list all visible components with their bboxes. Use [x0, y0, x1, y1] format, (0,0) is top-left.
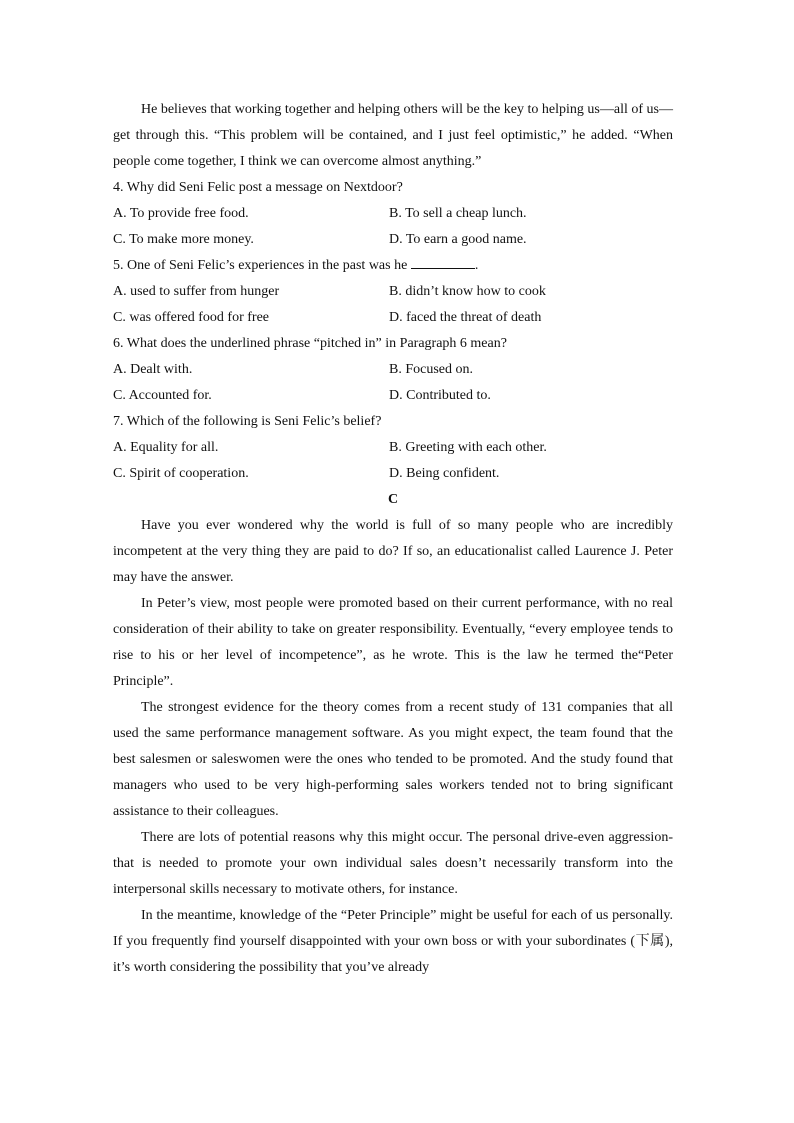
- question-6-stem: 6. What does the underlined phrase “pitched in” in Paragraph 6 mean?: [113, 336, 507, 351]
- question-5-option-b[interactable]: B. didn’t know how to cook: [389, 284, 546, 299]
- question-4-stem: 4. Why did Seni Felic post a message on Nextdoor?: [113, 180, 403, 195]
- question-7-options-row-2: [113, 461, 673, 487]
- question-5-stem-text: 5. One of Seni Felic’s experiences in the past was he: [113, 258, 411, 273]
- question-6-option-b[interactable]: B. Focused on.: [389, 362, 473, 377]
- question-5-option-d[interactable]: D. faced the threat of death: [389, 310, 542, 325]
- section-c-paragraph-3: The strongest evidence for the theory comes from a recent study of 131 companies that all used the same performance management software. As you might expect, the team found that the best salesmen or saleswomen were the ones who tended to be promoted. And the study found that managers who used to be very high-performing sales workers tended not to bring significant assistance to their colleagues.: [113, 700, 673, 819]
- question-7-option-b[interactable]: B. Greeting with each other.: [389, 440, 547, 455]
- question-5-option-a[interactable]: A. used to suffer from hunger: [113, 284, 280, 299]
- question-5: [113, 253, 673, 331]
- question-4-options-row-1: [113, 201, 673, 227]
- section-c-paragraph-2: In Peter’s view, most people were promoted based on their current performance, with no real consideration of their ability to take on greater responsibility. Eventually, “every employee tends to rise to his or her level of incompetence”, as he wrote. This is the law he termed the“Peter Principle”.: [113, 596, 673, 689]
- question-7-options-row-1: [113, 435, 673, 461]
- section-c-paragraph-1: Have you ever wondered why the world is full of so many people who are incredibly incompetent at the very thing they are paid to do? If so, an educationalist called Laurence J. Peter may have the answer.: [113, 518, 673, 585]
- question-7-stem: 7. Which of the following is Seni Felic’s belief?: [113, 414, 382, 429]
- question-6-options-row-2: [113, 383, 673, 409]
- answer-blank: [411, 254, 475, 269]
- section-c-heading: C: [387, 492, 399, 507]
- question-5-option-c[interactable]: C. was offered food for free: [113, 310, 270, 325]
- question-7-option-c[interactable]: C. Spirit of cooperation.: [113, 466, 249, 481]
- section-c-paragraph-5: In the meantime, knowledge of the “Peter Principle” might be useful for each of us personally. If you frequently find yourself disappointed with your own boss or with your subordinates (下属), it’s worth considering the possibility that you’ve already: [113, 908, 673, 975]
- question-4-option-b[interactable]: B. To sell a cheap lunch.: [389, 206, 527, 221]
- question-5-options-row-2: [113, 305, 673, 331]
- question-6-option-d[interactable]: D. Contributed to.: [389, 388, 491, 403]
- question-5-stem-end: .: [474, 258, 479, 273]
- question-6-option-c[interactable]: C. Accounted for.: [113, 388, 212, 403]
- question-4: [113, 175, 673, 253]
- question-7-option-d[interactable]: D. Being confident.: [389, 466, 500, 481]
- question-4-option-c[interactable]: C. To make more money.: [113, 232, 254, 247]
- question-6-options-row-1: [113, 357, 673, 383]
- question-4-option-d[interactable]: D. To earn a good name.: [389, 232, 527, 247]
- question-4-option-a[interactable]: A. To provide free food.: [113, 206, 249, 221]
- question-7-option-a[interactable]: A. Equality for all.: [113, 440, 219, 455]
- content-column: [113, 97, 673, 981]
- question-4-options-row-2: [113, 227, 673, 253]
- question-6-option-a[interactable]: A. Dealt with.: [113, 362, 193, 377]
- question-6: [113, 331, 673, 409]
- section-c-paragraph-4: There are lots of potential reasons why this might occur. The personal drive-even aggression-that is needed to promote your own individual sales doesn’t necessarily transform into the interpersonal skills necessary to motivate others, for instance.: [113, 830, 673, 897]
- question-5-options-row-1: [113, 279, 673, 305]
- question-7: [113, 409, 673, 487]
- passage-b-closing-paragraph: He believes that working together and helping others will be the key to helping us—all of us—get through this. “This problem will be contained, and I just feel optimistic,” he added. “When people come together, I think we can overcome almost anything.”: [113, 102, 673, 169]
- question-5-stem: [113, 253, 673, 279]
